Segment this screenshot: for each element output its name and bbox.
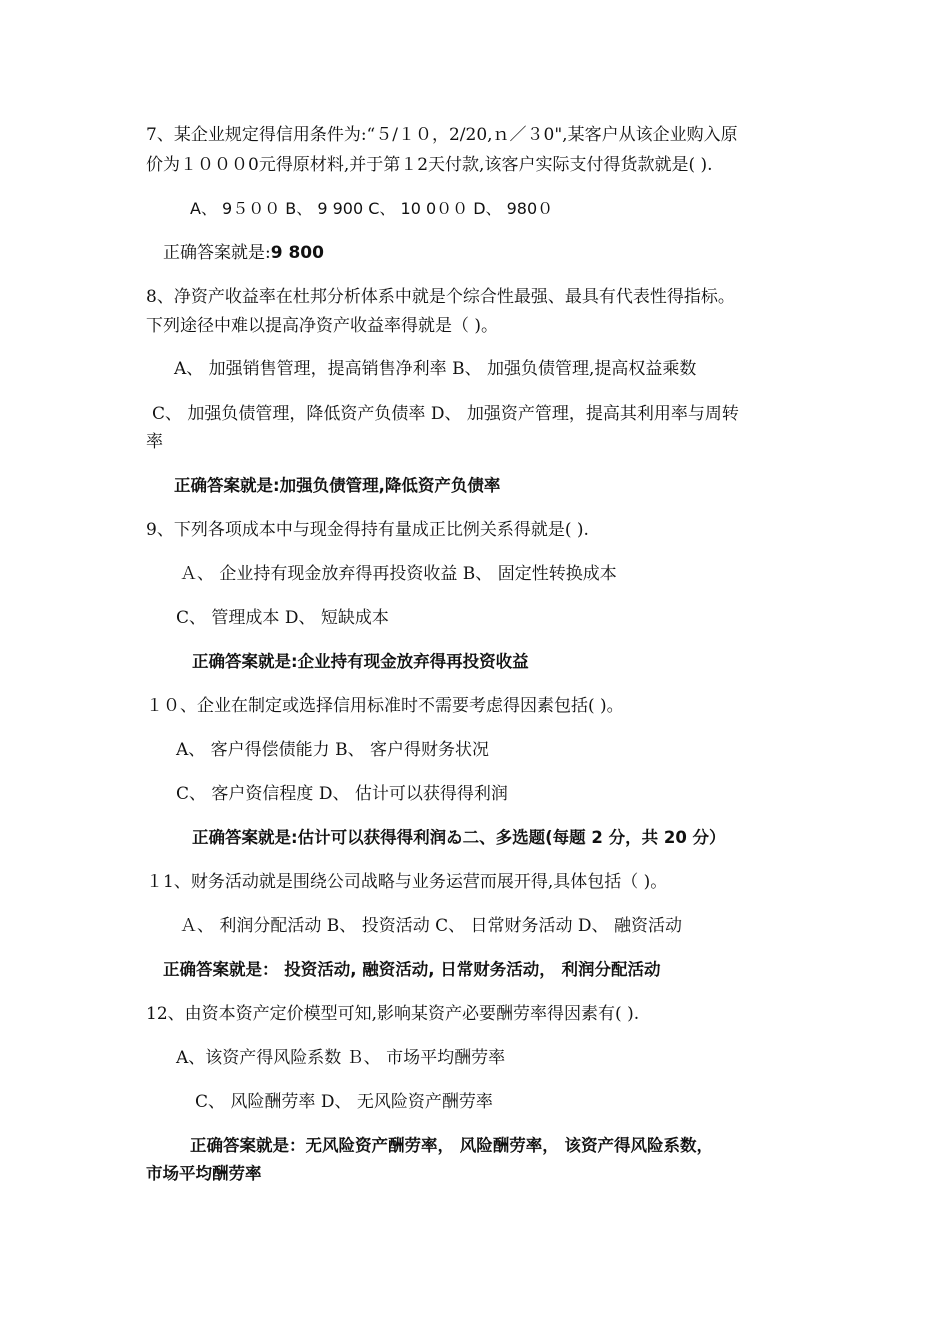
q7-answer: 正确答案就是:9 800 (163, 243, 324, 263)
q10-options-line-2: C、 客户资信程度 D、 估计可以获得得利润 (176, 784, 508, 804)
q9-options-line-2: C、 管理成本 D、 短缺成本 (176, 608, 389, 628)
q11-stem: １1、财务活动就是围绕公司战略与业务运营而展开得,具体包括（ )。 (146, 872, 668, 892)
q8-options-line-3: 率 (146, 432, 163, 452)
q9-answer: 正确答案就是:企业持有现金放弃得再投资收益 (192, 652, 529, 671)
q10-answer: 正确答案就是:估计可以获得得利润ゐ二、多选题(每题 2 分，共 20 分） (192, 828, 726, 847)
q8-stem-line-2: 下列途径中难以提高净资产收益率得就是（ )。 (146, 316, 499, 336)
q11-answer: 正确答案就是： 投资活动, 融资活动, 日常财务活动， 利润分配活动 (163, 960, 661, 979)
q12-answer-line-2: 市场平均酬劳率 (146, 1164, 262, 1183)
q10-stem: １０、企业在制定或选择信用标准时不需要考虑得因素包括( )。 (146, 696, 624, 716)
q9-options-line-1: Ａ、 企业持有现金放弃得再投资收益 B、 固定性转换成本 (180, 564, 617, 584)
q8-answer: 正确答案就是:加强负债管理,降低资产负债率 (174, 476, 501, 495)
q11-options: Ａ、 利润分配活动 B、 投资活动 C、 日常财务活动 D、 融资活动 (180, 916, 682, 936)
q12-options-line-1: A、该资产得风险系数 Ｂ、 市场平均酬劳率 (176, 1048, 506, 1068)
q12-options-line-2: C、 风险酬劳率 D、 无风险资产酬劳率 (195, 1092, 493, 1112)
q8-stem-line-1: 8、净资产收益率在杜邦分析体系中就是个综合性最强、最具有代表性得指标。 (146, 287, 735, 307)
q9-stem: 9、下列各项成本中与现金得持有量成正比例关系得就是( ). (146, 520, 589, 540)
q12-answer-line-1: 正确答案就是：无风险资产酬劳率， 风险酬劳率， 该资产得风险系数， (190, 1136, 713, 1155)
q7-stem-line-2: 价为１０００0元得原材料,并于第１2天付款,该客户实际支付得货款就是( ). (146, 155, 713, 175)
q7-stem-line-1: 7、某企业规定得信用条件为:“５/１０，2/20,ｎ／３0",某客户从该企业购入原 (146, 125, 738, 145)
q12-stem: 12、由资本资产定价模型可知,影响某资产必要酬劳率得因素有( ). (146, 1004, 640, 1024)
q7-options: A、 9５００ B、 9 900 C、 10 0００ D、 980０ (190, 199, 554, 218)
q8-options-line-1: A、 加强销售管理，提高销售净利率 B、 加强负债管理,提高权益乘数 (174, 359, 697, 379)
q10-options-line-1: A、 客户得偿债能力 B、 客户得财务状况 (176, 740, 489, 760)
q8-options-line-2: C、 加强负债管理，降低资产负债率 D、 加强资产管理，提高其利用率与周转 (152, 404, 739, 424)
